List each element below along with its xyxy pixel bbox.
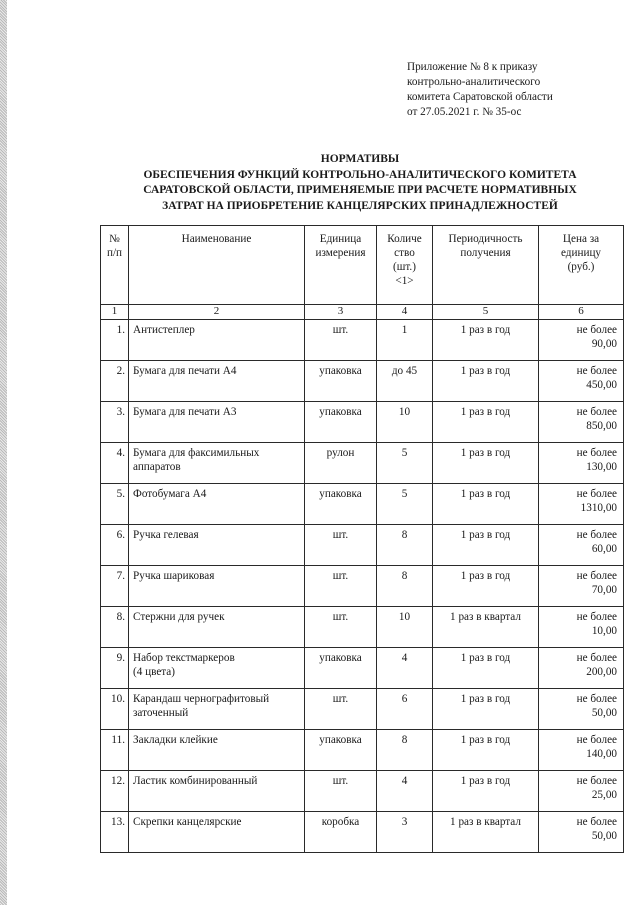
column-number: 2 — [129, 305, 305, 320]
item-quantity: 3 — [377, 812, 433, 853]
table-row — [101, 607, 624, 648]
header-number: № п/п — [101, 226, 129, 305]
item-price: не более 50,00 — [539, 689, 624, 730]
item-quantity: 5 — [377, 443, 433, 484]
table-row — [101, 566, 624, 607]
item-name: Антистеплер — [129, 320, 305, 361]
row-number: 2. — [101, 361, 129, 402]
row-number: 13. — [101, 812, 129, 853]
item-unit: упаковка — [305, 730, 377, 771]
annex-line: комитета Саратовской области — [407, 91, 553, 103]
row-number: 10. — [101, 689, 129, 730]
item-price: не более 25,00 — [539, 771, 624, 812]
table-row — [101, 689, 624, 730]
item-price: не более 200,00 — [539, 648, 624, 689]
item-period: 1 раз в год — [433, 361, 539, 402]
item-price: не более 850,00 — [539, 402, 624, 443]
item-unit: шт. — [305, 566, 377, 607]
item-name: Фотобумага А4 — [129, 484, 305, 525]
row-number: 4. — [101, 443, 129, 484]
header-name: Наименование — [129, 226, 305, 305]
table-row — [101, 730, 624, 771]
row-number: 5. — [101, 484, 129, 525]
table-row — [101, 484, 624, 525]
table-body — [101, 320, 624, 853]
table-row — [101, 525, 624, 566]
annex-line: Приложение № 8 к приказу — [407, 61, 538, 73]
item-price: не более 70,00 — [539, 566, 624, 607]
title-line: ЗАТРАТ НА ПРИОБРЕТЕНИЕ КАНЦЕЛЯРСКИХ ПРИНАДЛЕЖНОСТЕЙ — [162, 199, 558, 212]
table-row — [101, 812, 624, 853]
item-period: 1 раз в год — [433, 566, 539, 607]
row-number: 7. — [101, 566, 129, 607]
item-unit: шт. — [305, 525, 377, 566]
item-period: 1 раз в год — [433, 689, 539, 730]
document-title — [100, 152, 620, 214]
item-quantity: 6 — [377, 689, 433, 730]
item-name: Бумага для факсимильных аппаратов — [129, 443, 305, 484]
item-quantity: 1 — [377, 320, 433, 361]
item-unit: упаковка — [305, 361, 377, 402]
annex-reference — [407, 60, 632, 120]
table-row — [101, 402, 624, 443]
item-price: не более 140,00 — [539, 730, 624, 771]
item-name: Стержни для ручек — [129, 607, 305, 648]
title-line: ОБЕСПЕЧЕНИЯ ФУНКЦИЙ КОНТРОЛЬНО-АНАЛИТИЧЕСКОГО КОМИТЕТА — [143, 168, 577, 181]
item-period: 1 раз в квартал — [433, 812, 539, 853]
item-quantity: 10 — [377, 402, 433, 443]
item-unit: коробка — [305, 812, 377, 853]
item-price: не более 60,00 — [539, 525, 624, 566]
item-unit: упаковка — [305, 648, 377, 689]
item-price: не более 50,00 — [539, 812, 624, 853]
header-row — [101, 226, 624, 305]
header-price: Цена за единицу (руб.) — [539, 226, 624, 305]
column-number: 5 — [433, 305, 539, 320]
item-price: не более 1310,00 — [539, 484, 624, 525]
table-row — [101, 648, 624, 689]
item-unit: шт. — [305, 771, 377, 812]
item-name: Ручка гелевая — [129, 525, 305, 566]
item-quantity: 8 — [377, 525, 433, 566]
row-number: 11. — [101, 730, 129, 771]
item-price: не более 450,00 — [539, 361, 624, 402]
item-unit: упаковка — [305, 402, 377, 443]
header-unit: Единица измерения — [305, 226, 377, 305]
norms-table — [100, 225, 624, 853]
row-number: 9. — [101, 648, 129, 689]
column-number: 3 — [305, 305, 377, 320]
item-period: 1 раз в год — [433, 730, 539, 771]
row-number: 1. — [101, 320, 129, 361]
item-quantity: 4 — [377, 648, 433, 689]
annex-line: контрольно-аналитического — [407, 76, 541, 88]
item-period: 1 раз в квартал — [433, 607, 539, 648]
title-line: САРАТОВСКОЙ ОБЛАСТИ, ПРИМЕНЯЕМЫЕ ПРИ РАСЧЕТЕ НОРМАТИВНЫХ — [143, 184, 577, 196]
item-unit: упаковка — [305, 484, 377, 525]
column-number: 1 — [101, 305, 129, 320]
item-name: Карандаш чернографитовый заточенный — [129, 689, 305, 730]
column-number: 4 — [377, 305, 433, 320]
header-period: Периодичность получения — [433, 226, 539, 305]
item-period: 1 раз в год — [433, 648, 539, 689]
item-name: Ластик комбинированный — [129, 771, 305, 812]
item-period: 1 раз в год — [433, 443, 539, 484]
table-row — [101, 320, 624, 361]
item-price: не более 90,00 — [539, 320, 624, 361]
item-period: 1 раз в год — [433, 320, 539, 361]
item-name: Закладки клейкие — [129, 730, 305, 771]
item-name: Набор текстмаркеров (4 цвета) — [129, 648, 305, 689]
item-quantity: 8 — [377, 730, 433, 771]
row-number: 8. — [101, 607, 129, 648]
item-quantity: 10 — [377, 607, 433, 648]
item-quantity: 5 — [377, 484, 433, 525]
item-unit: шт. — [305, 607, 377, 648]
table-row — [101, 443, 624, 484]
item-price: не более 10,00 — [539, 607, 624, 648]
row-number: 3. — [101, 402, 129, 443]
column-number: 6 — [539, 305, 624, 320]
item-name: Ручка шариковая — [129, 566, 305, 607]
row-number: 12. — [101, 771, 129, 812]
item-unit: рулон — [305, 443, 377, 484]
item-name: Бумага для печати А4 — [129, 361, 305, 402]
item-unit: шт. — [305, 320, 377, 361]
item-period: 1 раз в год — [433, 771, 539, 812]
column-number-row — [101, 305, 624, 320]
table-row — [101, 361, 624, 402]
item-name: Скрепки канцелярские — [129, 812, 305, 853]
title-line: НОРМАТИВЫ — [320, 153, 400, 165]
item-quantity: до 45 — [377, 361, 433, 402]
item-quantity: 8 — [377, 566, 433, 607]
item-price: не более 130,00 — [539, 443, 624, 484]
table-row — [101, 771, 624, 812]
header-quantity: Количе ство (шт.) <1> — [377, 226, 433, 305]
item-unit: шт. — [305, 689, 377, 730]
item-period: 1 раз в год — [433, 484, 539, 525]
scan-edge — [0, 0, 7, 905]
annex-line: от 27.05.2021 г. № 35-ос — [407, 106, 522, 118]
item-name: Бумага для печати А3 — [129, 402, 305, 443]
item-period: 1 раз в год — [433, 402, 539, 443]
item-period: 1 раз в год — [433, 525, 539, 566]
row-number: 6. — [101, 525, 129, 566]
item-quantity: 4 — [377, 771, 433, 812]
